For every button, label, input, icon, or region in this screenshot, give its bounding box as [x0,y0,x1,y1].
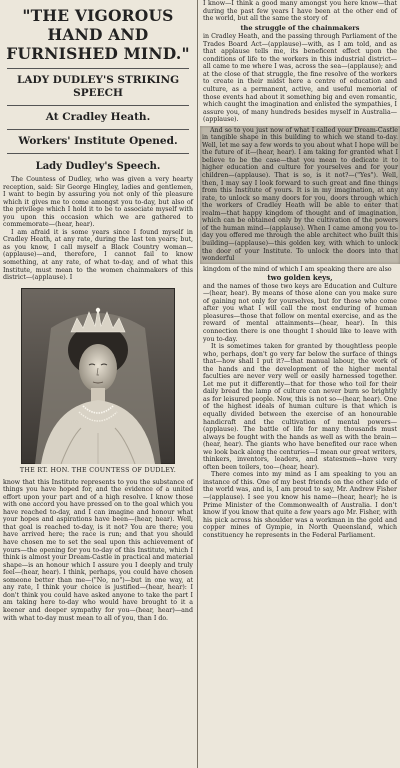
countess-portrait-icon [21,288,175,464]
article-paragraph: I know—I think a good many amongst you here know—that during the past few years I have been at the other end of the world, but all the same the story of [203,0,397,23]
article-paragraph: I am afraid it is some years since I found myself in Cradley Heath, at any rate, during the last ten years; but, as you know, I call myself a Black Country woman—(applause)—and, therefore, I cannot fail to know something, at any rate, of what to-day, and of what this Institute, must mean to the women chainmakers of this district—(applause). I [3,228,193,282]
article-paragraph: in Cradley Heath, and the passing through Parliament of the Trades Board Act—(applause)—with, as I am told, and as that applause tells me, its beneficent effect upon the conditions of life to the workers in this industrial district—all came to me where I was, across the sea—(applause); and at the close of that struggle, the fine resolve of the workers to create in their midst here a centre of education and culture, as a permanent, active, and useful memorial of those events had about it something big and even romantic, which caught the imagination and enlisted the sympathies, I assure you, of many hundreds besides myself in Australia—(applause). [203,33,397,124]
portrait-image [21,288,175,464]
article-paragraph: There comes into my mind as I am speaking to you an instance of this. One of my best friends on the other side of the world was, and is, I am proud to say, Mr. Andrew Fisher—(applause). I see you know his name—(hear, hear); he is Prime Minister of the Commonwealth of Australia. I don't know if you know that quite a few years ago Mr. Fisher, with his pick across his shoulder was a workman in the gold and copper mines of Gympie, in North Queensland, which constituency he represents in the Federal Parliament. [203,471,397,539]
article-paragraph: The Countess of Dudley, who was given a very hearty reception, said: Sir George Hingley, ladies and gentlemen, I want to begin by assuring you not only of the pleasure which it gives me to come amongst you to-day, but also of the privilege which I hold it to be to associate myself with you upon this occasion which we are gathered to commemorate—(hear, hear). [3,176,193,229]
subheading-speech: LADY DUDLEY'S STRIKING SPEECH [16,74,180,99]
article-paragraph: and the names of those two keys are Education and Culture—(hear, hear). By means of those alone can you make sure of gaining not only for yourselves, but for those who come after you what I will call the most enduring of human pleasures—those that follow on mental exercise, and as the reward of mental attainments—(hear, hear). In this connection there is one thought I should like to leave with you to-day. [203,282,397,343]
portrait-caption: THE RT. HON. THE COUNTESS OF DUDLEY. [19,466,177,474]
highlighted-passage [200,126,400,264]
divider [7,129,189,130]
right-column [198,0,400,768]
inline-heading: the struggle of the chainmakers [240,23,360,32]
divider [7,153,189,154]
article-paragraph: And so to you just now of what I called your Dream-Castle in tangible shape in this building to which we stand to-day. Well, let me say a few words to you about what I hope will be the future of it—(hear, hear). I am taking for granted what I believe to be the case—that you mean to dedicate it to higher education and culture for yourselves and for your children—(applause). That is so, is it not?—("Yes"). Well, then, I may say I look forward to such great and fine things from this Institute of yours. It is in my imagination, at any rate, to unlock so many doors for you, doors through which the workers of Cradley Heath will be able to enter that realm—that happy kingdom of thought and of imagination, which can be obtained only by the cultivation of the powers of the human mind—(applause). When I came among you to-day you offered me through the able architect who built this building—(applause)—this golden key, with which to unlock the door of your Institute. To unlock the doors into that wonderful [202,126,398,263]
left-column [0,0,198,768]
article-paragraph: kingdom of the mind of which I am speaking there are also [203,265,392,273]
article-paragraph: know that this Institute represents to you the substance of things you have hoped for, and the evidence of a united effort upon your part and of a high resolve. I know those with one accord you have pressed on to the goal which you have reached to-day, and I can imagine and honour what your hopes and aspirations have been—(hear, hear). Well, that goal is reached to-day, is it not? You are there; you have arrived here; the race is run; and that you should have chosen me to set the seal upon this achievement of yours—the opening for you to-day of this Institute, which I think is almost your Dream-Castle in practical and material shape—is an honour which I assure you I deeply and truly feel—(hear, hear). I think, perhaps, you could have chosen someone better than me—("No, no")—but in one way, at any rate, I think your choice is justified—(hear, hear): I don't think you could have asked anyone to take the part I am taking here to-day who would have brought to it a keener and deeper sympathy for you—(hear, hear)—and with what to-day must mean to all of you, than I do. [3,478,193,622]
article-paragraph: It is sometimes taken for granted by thoughtless people who, perhaps, don't go very far below the surface of things that—how shall I put it?—that manual labour, the work of the hands and the development of the higher mental faculties are never very well or easily harnessed together. Let me put it differently—that for those who toil for their daily bread the lamp of culture can never burn so brightly as for leisured people. Now, this is not so—(hear, hear). One of the highest ideals of human culture is that which is equally divided between the exercise of an honourable handicraft and the cultivation of mental powers—(applause). The battle of life for many thousands must always be fought with the hands as well as with the brain—(hear, hear). The giants who have benefited our race when we look back along the centuries—I mean our great writers, thinkers, inventors, leaders, and statesmen—have very often been toilers, too—(hear, hear). [203,343,397,471]
divider [7,68,189,69]
headline: "THE VIGOROUS HAND AND FURNISHED MIND." [6,6,190,63]
divider [7,105,189,106]
inline-heading: two golden keys, [267,273,333,283]
section-title: Lady Dudley's Speech. [35,161,161,172]
subheading-institute: Workers' Institute Opened. [18,135,178,147]
subheading-location: At Cradley Heath. [45,111,151,123]
